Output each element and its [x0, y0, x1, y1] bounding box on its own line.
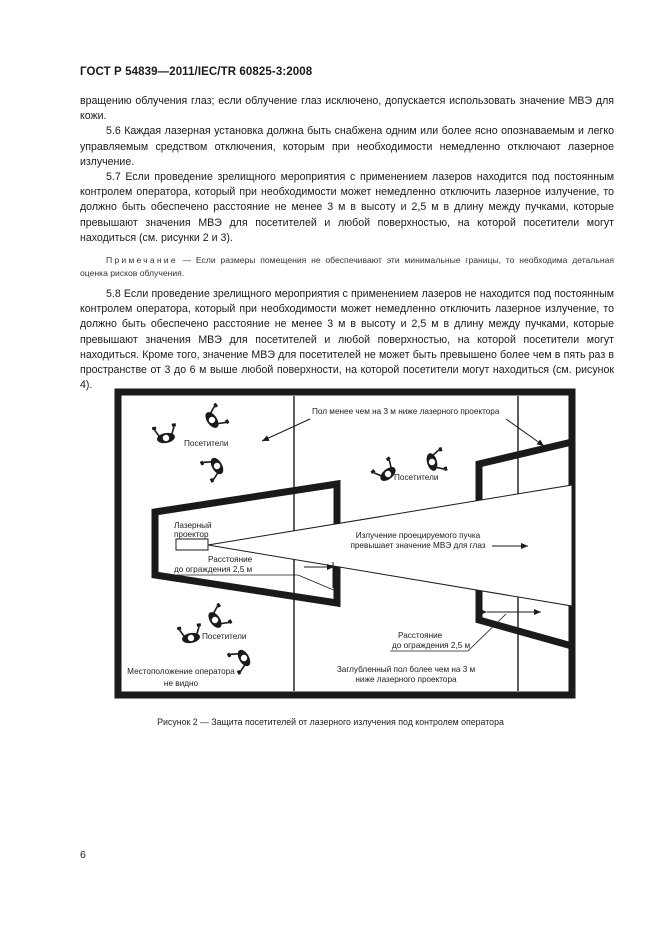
distance-1-label-2: до ограждения 2,5 м: [174, 565, 253, 574]
projector-label-2: проектор: [174, 530, 209, 539]
visitors-label-1: Посетители: [184, 439, 229, 448]
floor-plan-diagram: [114, 388, 576, 706]
projector-icon: [176, 539, 208, 550]
floor-label: Пол менее чем на 3 м ниже лазерного проектора: [312, 407, 500, 416]
floor-arrow-right: [506, 419, 544, 446]
beam-label-1: Излучение проецируемого пучка: [355, 531, 481, 540]
visitors-label-3: Посетители: [202, 632, 247, 641]
note-label: Примечание: [106, 255, 178, 266]
operator-label-1: Местоположение оператора: [127, 667, 235, 676]
distance-2-label-2: до ограждения 2,5 м: [392, 641, 471, 650]
paragraph-5-8: 5.8 Если проведение зрелищного мероприятия с применением лазеров не находится под постоянным контролем оператора, который при необходимости может немедленно отключить лазерное излучение, то должно быть обеспечено расстояние не менее 3 м в высоту и 2,5 м в длину между пучками, которые превышают значения МВЭ для посетителей и любой поверхностью, на которой посетители могут находиться. Кроме того, значение МВЭ для посетителей не может быть превышено более чем в пять раз в пространстве от 3 до 6 м выше любой поверхности, на которой посетители могут находиться (см. рисунок 4).: [80, 288, 614, 392]
note-text: — Если размеры помещения не обеспечивают эти минимальные границы, то необходима детальная оценка рисков облучения.: [80, 255, 614, 278]
distance-1-label-1: Расстояние: [208, 555, 253, 564]
visitors-label-2: Посетители: [394, 473, 439, 482]
projector-label-1: Лазерный: [174, 521, 212, 530]
paragraph-5-7: 5.7 Если проведение зрелищного мероприятия с применением лазеров находится под постоянным контролем оператора, который при необходимости может немедленно отключить лазерное излучение, то должно быть обеспечено расстояние не менее 3 м в высоту и 2,5 м в длину между пучками, которые превышают значения МВЭ для посетителей и любой поверхностью, на которой посетители могут находиться (см. рисунки 2 и 3).: [80, 171, 614, 244]
floor-arrow-left: [262, 419, 310, 441]
document-header: ГОСТ Р 54839—2011/IEC/TR 60825-3:2008: [80, 66, 313, 78]
figure-2: [114, 388, 576, 711]
sunken-floor-label-2: ниже лазерного проектора: [355, 675, 457, 684]
operator-label-2: не видно: [163, 679, 199, 688]
beam-label-2: превышает значение МВЭ для глаз: [350, 541, 486, 550]
note: [80, 254, 614, 279]
figure-caption: Рисунок 2 — Защита посетителей от лазерного излучения под контролем оператора: [157, 717, 504, 727]
sunken-floor-label-1: Заглубленный пол более чем на 3 м: [336, 665, 476, 674]
body-text: [80, 94, 614, 393]
distance-2-label-1: Расстояние: [398, 631, 443, 640]
page-number: 6: [80, 849, 86, 861]
paragraph-continuation: вращению облучения глаз; если облучение глаз исключено, допускается использовать значение МВЭ для кожи.: [80, 95, 614, 123]
distance-1-leader: [298, 575, 336, 591]
paragraph-5-6: 5.6 Каждая лазерная установка должна быть снабжена одним или более ясно опознаваемым и легко управляемым средством отключения, которым при необходимости немедленно отключают лазерное излучение.: [80, 125, 614, 168]
